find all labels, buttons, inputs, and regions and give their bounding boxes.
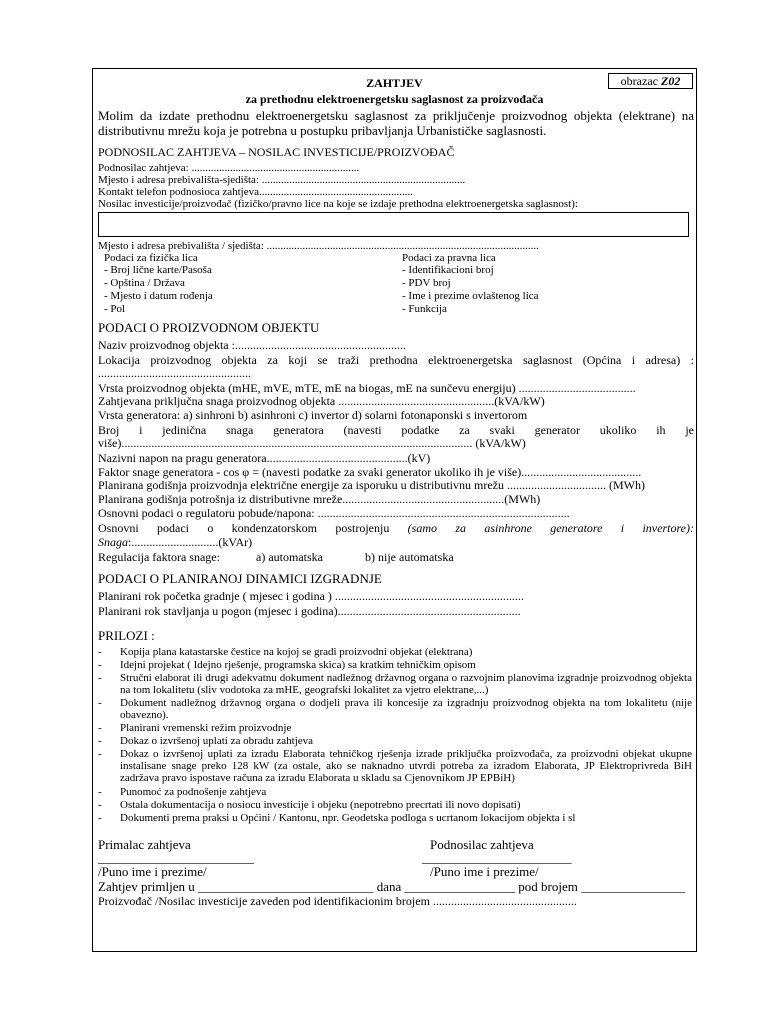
capacitor-field-label: Osnovni podaci o kondenzatorskom postrojenju xyxy=(98,521,390,535)
form-code-label: obrazac xyxy=(620,74,658,88)
power-factor-regulation-label: Regulacija faktora snage: xyxy=(98,550,220,564)
object-location-dots: ................................................... xyxy=(98,366,251,380)
receiver-name-hint: /Puno ime i prezime/ xyxy=(98,864,207,879)
attachment-bullet: - xyxy=(98,722,102,734)
attachment-bullet: - xyxy=(98,697,102,709)
capacitor-field-note: (samo za asinhrone generatore i invertore): xyxy=(407,521,694,535)
physical-item: - Opština / Država xyxy=(104,277,185,289)
legal-item: - Funkcija xyxy=(402,303,447,315)
commissioning-field: Planirani rok stavljanja u pogon (mjesec i godina)............................................................. xyxy=(98,604,521,618)
form-code-box xyxy=(608,73,693,89)
attachment-bullet: - xyxy=(98,786,102,798)
attachment-item: Planirani vremenski režim proizvodnje xyxy=(120,722,292,734)
object-location-field: Lokacija proizvodnog objekta za koji se traži prethodna elektroenergetska saglasnost (Općina i adresa) : xyxy=(98,353,694,367)
generator-count-field: Broj i jedinična snaga generatora (navesti podatke za svaki generator ukoliko ih je xyxy=(98,423,694,437)
investor-address-field: Mjesto i adresa prebivališta / sjedišta: ................................................................................................... xyxy=(98,240,539,252)
intro-line-1: Molim da izdate prethodnu elektroenergetsku saglasnost za priključenje proizvodnog objekta (elektrane) na xyxy=(98,108,694,123)
attachment-bullet: - xyxy=(98,672,102,684)
capacitor-field xyxy=(98,521,694,536)
attachment-item: Dokumenti prema praksi u Općini / Kantonu, npr. Geodetska podloga s ucrtanom lokacijom objekta i sl xyxy=(120,812,576,824)
regulator-field: Osnovni podaci o regulatoru pobude/napona: .................................................................................... xyxy=(98,506,570,520)
receiver-signature-line[interactable]: ________________________ xyxy=(98,850,254,865)
capacitor-power-field xyxy=(98,535,252,550)
physical-persons-heading: Podaci za fizička lica xyxy=(104,252,198,264)
attachment-item: Kopija plana katastarske čestice na kojoj se gradi proizvodni objekat (elektrana) xyxy=(120,646,473,658)
connection-power-field: Zahtjevana priključna snaga proizvodnog objekta ....................................................(kVA/kW) xyxy=(98,394,545,408)
attachment-item: Ostala dokumentacija o nosiocu investicije i objeku (nepotrebno precrtati ili novo dopisati) xyxy=(120,799,521,811)
attachment-bullet: - xyxy=(98,646,102,658)
object-name-field: Naziv proizvodnog objekta :......................................................... xyxy=(98,338,406,352)
registered-id-line: Proizvođač /Nosilac investicije zaveden pod identifikacionim brojem ................................................ xyxy=(98,894,577,908)
generator-count-dots: više)..................................................................................................................... (kVA/kW) xyxy=(98,436,526,450)
investor-field-label: Nosilac investicije/proizvođač (fizičko/pravno lice na koje se izdaje prethodna elektroenergetska saglasnost): xyxy=(98,198,578,210)
regulation-option-automatic[interactable]: a) automatska xyxy=(256,550,323,564)
capacitor-power-dots: :.............................(kVAr) xyxy=(128,535,253,549)
annual-production-field: Planirana godišnja proizvodnja električne energije za isporuku u distributivnu mrežu ................................. (MWh) xyxy=(98,478,645,492)
attachment-item: Punomoć za podnošenje zahtjeva xyxy=(120,786,267,798)
attachment-bullet: - xyxy=(98,812,102,824)
applicant-signature-label: Podnosilac zahtjeva xyxy=(430,837,534,852)
investor-name-box[interactable] xyxy=(98,212,689,237)
attachment-bullet: - xyxy=(98,748,102,760)
regulation-option-manual[interactable]: b) nije automatska xyxy=(365,550,454,564)
construction-start-field: Planirani rok početka gradnje ( mjesec i godina ) ............................................................... xyxy=(98,589,524,603)
nominal-voltage-field: Nazivni napon na pragu generatora...............................................(kV) xyxy=(98,451,431,465)
annual-consumption-field: Planirana godišnja potrošnja iz distributivne mreže......................................................(MWh) xyxy=(98,492,541,506)
attachment-item: Dokaz o izvršenoj uplati za izradu Elaborata tehničkog rješenja izrade priključka proizvođača, za proizvodni objekat ukupne instalisane snage preko 128 kW (za ostale, ako se naknadno utvrdi potreba za izradom Elaborata, JP Elektroprivreda BiH zadržava pravo ispostave računa za izradu Elaborata u skladu sa Cjenovnikom JP EPBiH) xyxy=(120,748,692,784)
capacitor-power-label: Snaga xyxy=(98,535,128,549)
receiver-label: Primalac zahtjeva xyxy=(98,837,191,852)
attachment-bullet: - xyxy=(98,659,102,671)
applicant-phone-field: Kontakt telefon podnosioca zahtjeva........................................................ xyxy=(98,186,413,198)
applicant-name-hint: /Puno ime i prezime/ xyxy=(430,864,539,879)
legal-item: - Ime i prezime ovlaštenog lica xyxy=(402,290,539,302)
form-title: ZAHTJEV xyxy=(366,76,423,90)
attachment-bullet: - xyxy=(98,735,102,747)
attachment-bullet: - xyxy=(98,799,102,811)
attachment-item: Stručni elaborat ili drugi adekvatnu dokument nadležnog državnog organa o razvojnim planovima izgradnje proizvodnog objekta na tom lokalitetu (sliv vodotoka za mHE, geografski lokalitet za vjetro elektrane,...) xyxy=(120,672,692,696)
legal-item: - Identifikacioni broj xyxy=(402,264,494,276)
power-factor-field: Faktor snage generatora - cos φ = (navesti podatke za svaki generator ukoliko ih je više)........................................ xyxy=(98,465,642,479)
generator-type-field: Vrsta generatora: a) sinhroni b) asinhroni c) invertor d) solarni fotonaponski s invertorom xyxy=(98,408,528,422)
object-section-heading: PODACI O PROIZVODNOM OBJEKTU xyxy=(98,320,320,335)
physical-item: - Mjesto i datum rođenja xyxy=(104,290,213,302)
received-line: Zahtjev primljen u ___________________________ dana _________________ pod brojem ________________ xyxy=(98,879,686,894)
legal-persons-heading: Podaci za pravna lica xyxy=(402,252,496,264)
attachments-heading: PRILOZI : xyxy=(98,628,155,643)
intro-line-2: distributivnu mrežu koja je potrebna u postupku pribavljanja Urbanističke saglasnosti. xyxy=(98,123,547,138)
attachment-item: Dokument nadležnog državnog organa o dodjeli prava ili koncesije za izgradnju proizvodnog objekta na tom lokalitetu (nije obavezno). xyxy=(120,697,692,721)
form-code: Z02 xyxy=(660,74,681,88)
applicant-field: Podnosilac zahtjeva: ............................................................. xyxy=(98,162,360,174)
physical-item: - Pol xyxy=(104,303,126,315)
physical-item: - Broj lične karte/Pasoša xyxy=(104,264,212,276)
applicant-address-field: Mjesto i adresa prebivališta-sjedišta: .......................................................................... xyxy=(98,174,466,186)
applicant-section-heading: PODNOSILAC ZAHTJEVA – NOSILAC INVESTICIJE/PROIZVOĐAČ xyxy=(98,145,455,159)
form-subtitle: za prethodnu elektroenergetsku saglasnost za proizvođača xyxy=(245,92,544,106)
legal-item: - PDV broj xyxy=(402,277,451,289)
attachment-item: Idejni projekat ( Idejno rješenje, programska skica) sa kratkim tehničkim opisom xyxy=(120,659,476,671)
dynamics-section-heading: PODACI O PLANIRANOJ DINAMICI IZGRADNJE xyxy=(98,571,382,586)
object-type-field: Vrsta proizvodnog objekta (mHE, mVE, mTE, mE na biogas, mE na sunčevu energiju) ....................................... xyxy=(98,381,636,395)
attachment-item: Dokaz o izvršenoj uplati za obradu zahtjeva xyxy=(120,735,314,747)
applicant-signature-line[interactable]: _______________________ xyxy=(422,850,572,865)
